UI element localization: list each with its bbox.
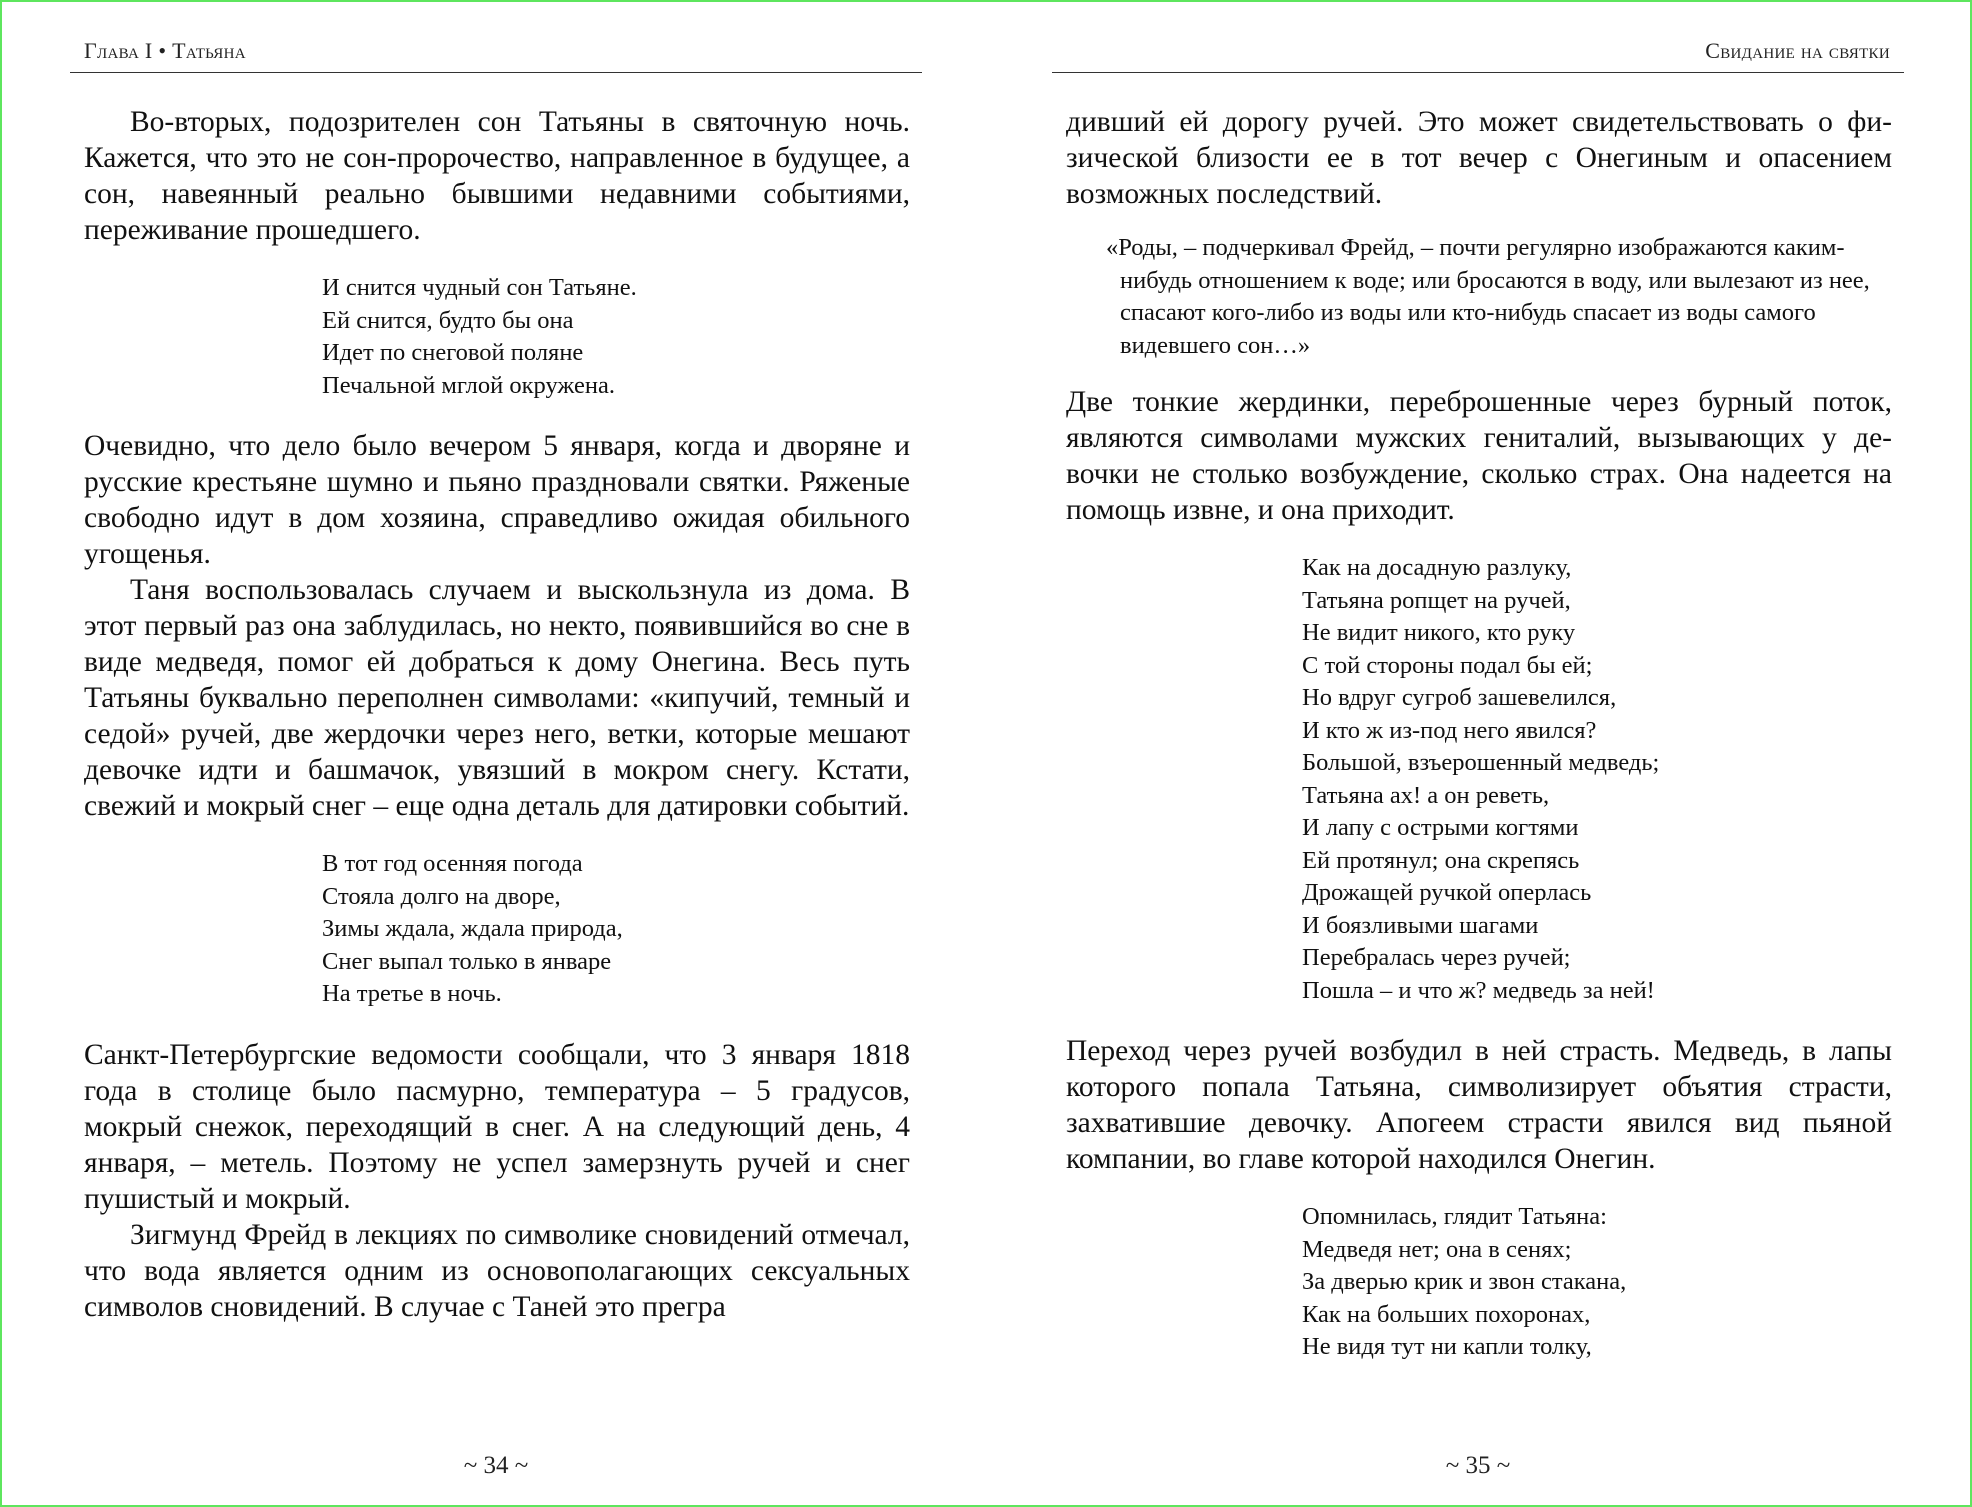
verse-line: И лапу с острыми когтями (1302, 814, 1579, 841)
verse-line: И кто ж из-под него явился? (1302, 716, 1597, 744)
verse-line: Пошла – и что ж? медведь за ней! (1302, 976, 1655, 1004)
verse-line: Перебралась через ручей; (1302, 944, 1571, 971)
verse-line: Печальной мглой окружена. (322, 371, 615, 399)
verse-block (322, 848, 910, 1011)
page-number-right: ~ 35 ~ (1445, 1452, 1511, 1479)
verse-line: Зимы ждала, ждала природа, (322, 915, 623, 942)
verse-line: Дрожащей ручкой оперлась (1302, 879, 1592, 906)
verse-line: Не видит никого, кто руку (1302, 619, 1576, 646)
paragraph: Переход через ручей возбудил в ней страсть. Медведь, в лапы которого попала Татьяна, символизирует объятия страсти, захватившие девочку. Апогеем страсти явился вид пьяной компании, во главе которой находился Онегин. (1066, 1035, 1892, 1175)
header-rule-right (1052, 72, 1904, 73)
page-number-left: ~ 34 ~ (463, 1452, 529, 1479)
verse-line: За дверью крик и звон стакана, (1302, 1268, 1627, 1295)
header-rule-left (70, 72, 922, 73)
verse-line: С той стороны подал бы ей; (1302, 651, 1593, 679)
verse-line: Как на больших похоронах, (1302, 1300, 1591, 1328)
verse-line: Большой, взъерошенный медведь; (1302, 749, 1660, 776)
verse-line: На третье в ночь. (322, 980, 502, 1007)
paragraph: Во-вторых, подозрителен сон Татьяны в святочную ночь. Кажется, что это не сон-пророчество, направленное в будущее, а сон, навеянный реально бывшими недавними событиями, переживание прошедшего. (84, 106, 910, 246)
right-page (1052, 2, 1904, 1505)
verse-line: Татьяна ропщет на ручей, (1302, 586, 1571, 614)
verse-line: Стояла долго на дворе, (322, 882, 561, 910)
verse-block (322, 272, 910, 402)
verse-line: Но вдруг сугроб зашевелился, (1302, 684, 1617, 711)
paragraph: Санкт-Петербургские ведомости сообщали, что 3 января 1818 года в столице было пасмурно, температура – 5 градусов, мокрый снежок, переходящий в снег. А на следующий день, 4 января, – метель. Поэтому не успел замерзнуть ручей и снег пушистый и мокрый. (84, 1038, 910, 1215)
verse-line: И боязливыми шагами (1302, 911, 1539, 939)
verse-line: В тот год осенняя погода (322, 850, 583, 877)
left-page (70, 2, 922, 1505)
verse-line: Идет по снеговой поляне (322, 339, 584, 366)
verse-line: Как на досадную разлуку, (1302, 554, 1572, 581)
verse-block (1302, 552, 1892, 1007)
right-page-body (1066, 104, 1892, 1390)
verse-line: Ей протянул; она скрепясь (1302, 846, 1580, 874)
paragraph: Таня воспользовалась случаем и выскользнула из дома. В этот первый раз она заблудилась, но некто, появившийся во сне в виде медведя, помог ей добраться к дому Онегина. Весь путь Татьяны буквально переполнен символами: «кипучий, темный и седой» ручей, две жердочки через него, ветки, которые мешают девочке идти и башмачок, увязший в мокром снегу. Кстати, свежий и мокрый снег – еще одна деталь для датировки событий. (84, 574, 910, 822)
verse-line: Опомнилась, глядит Татьяна: (1302, 1203, 1607, 1230)
verse-block (1302, 1201, 1892, 1364)
paragraph: Очевидно, что дело было вечером 5 января, когда и дворяне и русские крестьяне шумно и пьяно праздновали святки. Ряженые свободно идут в дом хозяина, справедливо ожидая обильного угощенья. (84, 430, 910, 570)
running-header-right: Свидание на святки (1705, 38, 1890, 63)
verse-line: Татьяна ах! а он реветь, (1302, 781, 1550, 809)
running-header-left: Глава I • Татьяна (84, 38, 246, 63)
verse-line: Ей снится, будто бы она (322, 306, 574, 334)
freud-quotation: «Роды, – подчеркивал Фрейд, – почти регулярно изображаются каким-нибудь отношением к воде; или бросаются в воду, или вылезают из нее, спасают кого-либо из воды или кто-нибудь спасает из воды самого видевшего сон…» (1106, 234, 1870, 359)
verse-line: Снег выпал только в январе (322, 947, 612, 975)
verse-line: Не видя тут ни капли толку, (1302, 1333, 1592, 1360)
paragraph: Две тонкие жердинки, переброшенные через бурный поток, являются символами мужских гениталий, вызывающих у девочки не столько возбуждение, сколько страх. Она надеется на помощь извне, и она приходит. (1066, 386, 1892, 526)
verse-line: Медведя нет; она в сенях; (1302, 1235, 1572, 1263)
left-page-body (84, 104, 910, 1325)
paragraph: дивший ей дорогу ручей. Это может свидетельствовать о физической близости ее в тот вечер с Онегиным и опасением возможных последствий. (1066, 106, 1892, 210)
verse-line: И снится чудный сон Татьяне. (322, 274, 637, 301)
paragraph: Зигмунд Фрейд в лекциях по символике сновидений отмечал, что вода является одним из основополагающих сексуальных символов сновидений. В случае с Таней это прегра (84, 1218, 910, 1323)
